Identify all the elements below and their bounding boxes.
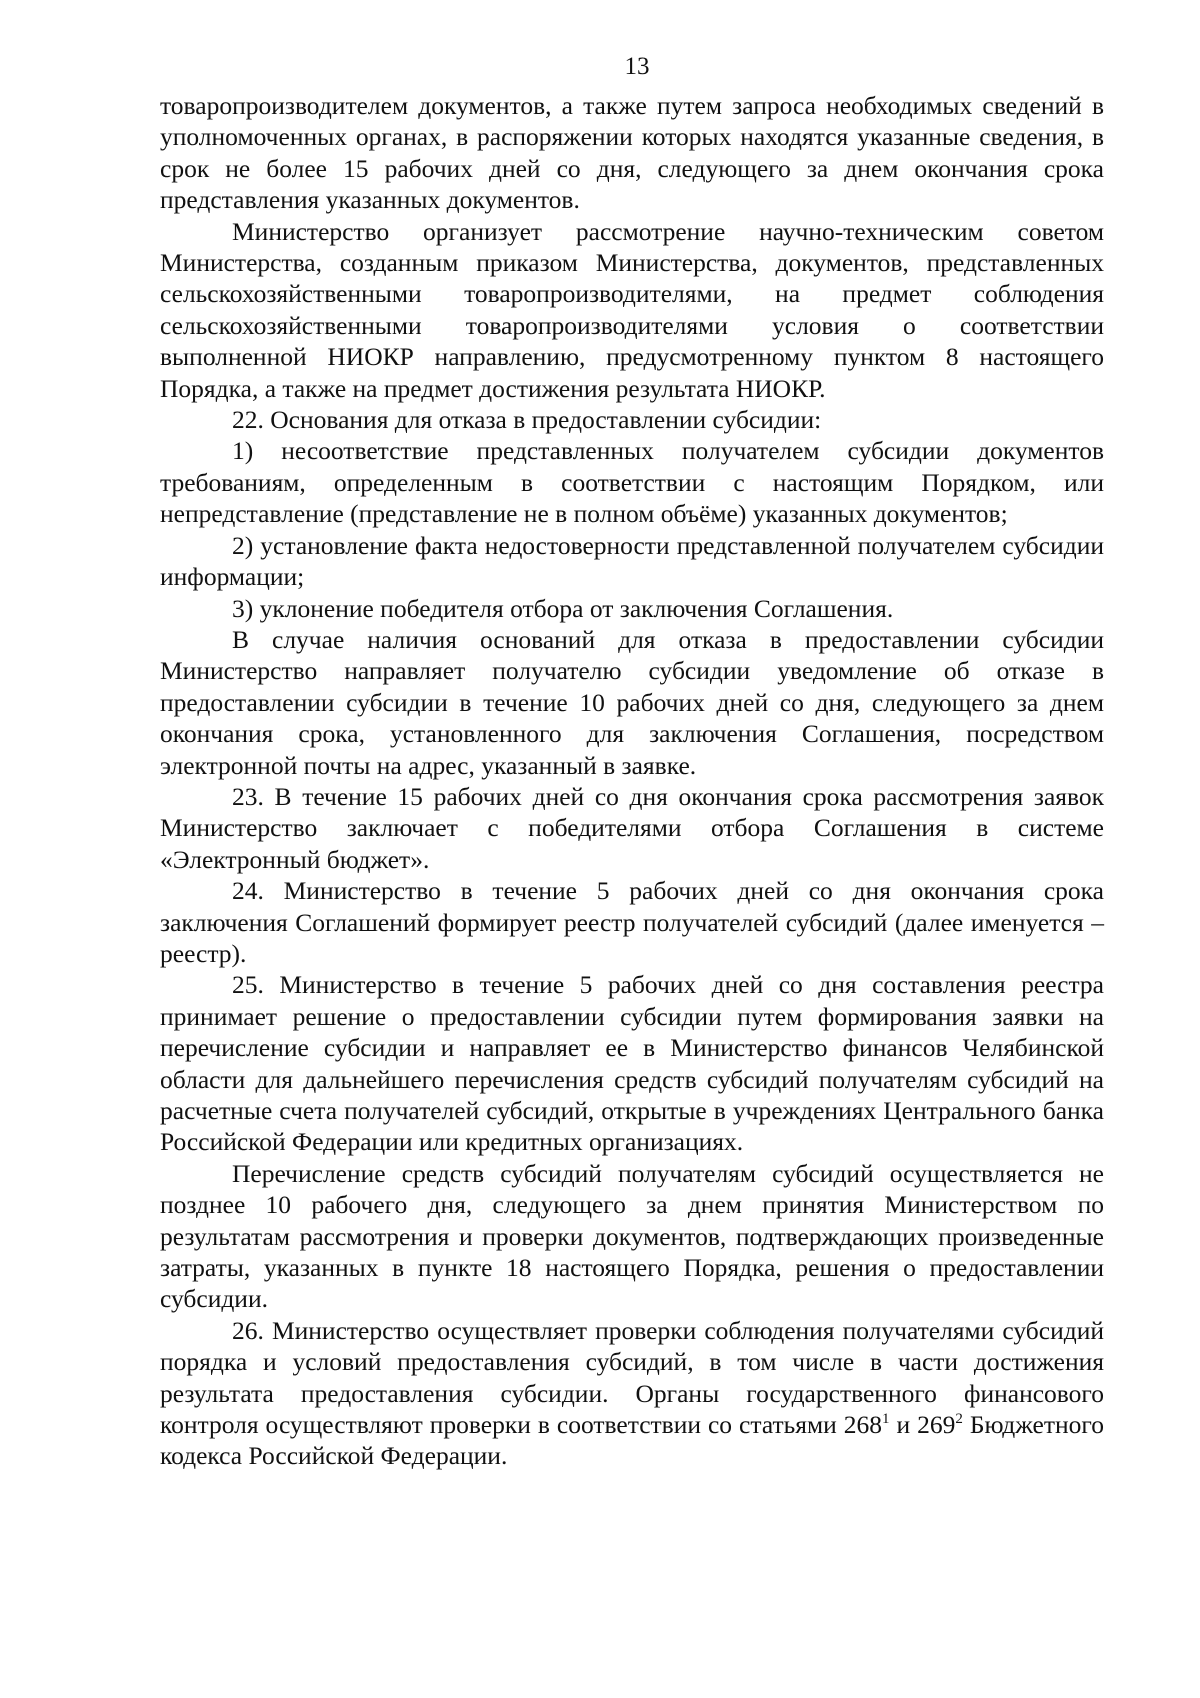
paragraph-26-text-3: Бюджетного кодекса Российской Федерации. (160, 1410, 1104, 1471)
paragraph: 23. В течение 15 рабочих дней со дня окончания срока рассмотрения заявок Министерство заключает с победителями отбора Соглашения в системе «Электронный бюджет». (160, 781, 1104, 874)
document-body (160, 90, 1104, 1315)
paragraph-26-text-1: 26. Министерство осуществляет проверки соблюдения получателями субсидий порядка и условий предоставления субсидий, в том числе в части достижения результата предоставления субсидии. Органы государственного финансового контроля осуществляют проверки в соответствии со статьями 268 (160, 1315, 1104, 1440)
paragraph-26 (160, 1315, 1104, 1472)
paragraph: 1) несоответствие представленных получателем субсидии документов требованиям, определенным в соответствии с настоящим Порядком, или непредставление (представление не в полном объёме) указанных документов; (160, 436, 1104, 529)
paragraph: 3) уклонение победителя отбора от заключения Соглашения. (232, 593, 894, 623)
superscript-1: 1 (882, 1411, 890, 1428)
paragraph: В случае наличия оснований для отказа в предоставлении субсидии Министерство направляет получателю субсидии уведомление об отказе в предоставлении субсидии в течение 10 рабочих дней со дня, следующего за днем окончания срока, установленного для заключения Соглашения, посредством электронной почты на адрес, указанный в заявке. (160, 624, 1104, 780)
paragraph-26-text-2: и 269 (889, 1410, 956, 1440)
paragraph: 2) установление факта недостоверности представленной получателем субсидии информации; (160, 530, 1104, 592)
paragraph: Перечисление средств субсидий получателям субсидий осуществляется не позднее 10 рабочего дня, следующего за днем принятия Министерством по результатам рассмотрения и проверки документов, подтверждающих произведенные затраты, указанных в пункте 18 настоящего Порядка, решения о предоставлении субсидии. (160, 1158, 1104, 1314)
paragraph: 24. Министерство в течение 5 рабочих дней со дня окончания срока заключения Соглашений формирует реестр получателей субсидий (далее именуется – реестр). (160, 876, 1104, 968)
superscript-2: 2 (955, 1411, 963, 1428)
paragraph: Министерство организует рассмотрение научно-техническим советом Министерства, созданным приказом Министерства, документов, представленных сельскохозяйственными товаропроизводителями, на предмет соблюдения сельскохозяйственными товаропроизводителями условия о соответствии выполненной НИОКР направлению, предусмотренному пунктом 8 настоящего Порядка, а также на предмет достижения результата НИОКР. (160, 216, 1104, 403)
paragraph: 22. Основания для отказа в предоставлении субсидии: (232, 405, 822, 435)
page-number: 13 (624, 53, 650, 80)
paragraph: товаропроизводителем документов, а также путем запроса необходимых сведений в уполномоченных органах, в распоряжении которых находятся указанные сведения, в срок не более 15 рабочих дней со дня, следующего за днем окончания срока представления указанных документов. (160, 91, 1104, 215)
document-page (160, 52, 1104, 1472)
paragraph: 25. Министерство в течение 5 рабочих дней со дня составления реестра принимает решение о предоставлении субсидии путем формирования заявки на перечисление субсидии и направляет ее в Министерство финансов Челябинской области для дальнейшего перечисления средств субсидий получателям субсидий на расчетные счета получателей субсидий, открытые в учреждениях Центрального банка Российской Федерации или кредитных организациях. (160, 970, 1104, 1157)
